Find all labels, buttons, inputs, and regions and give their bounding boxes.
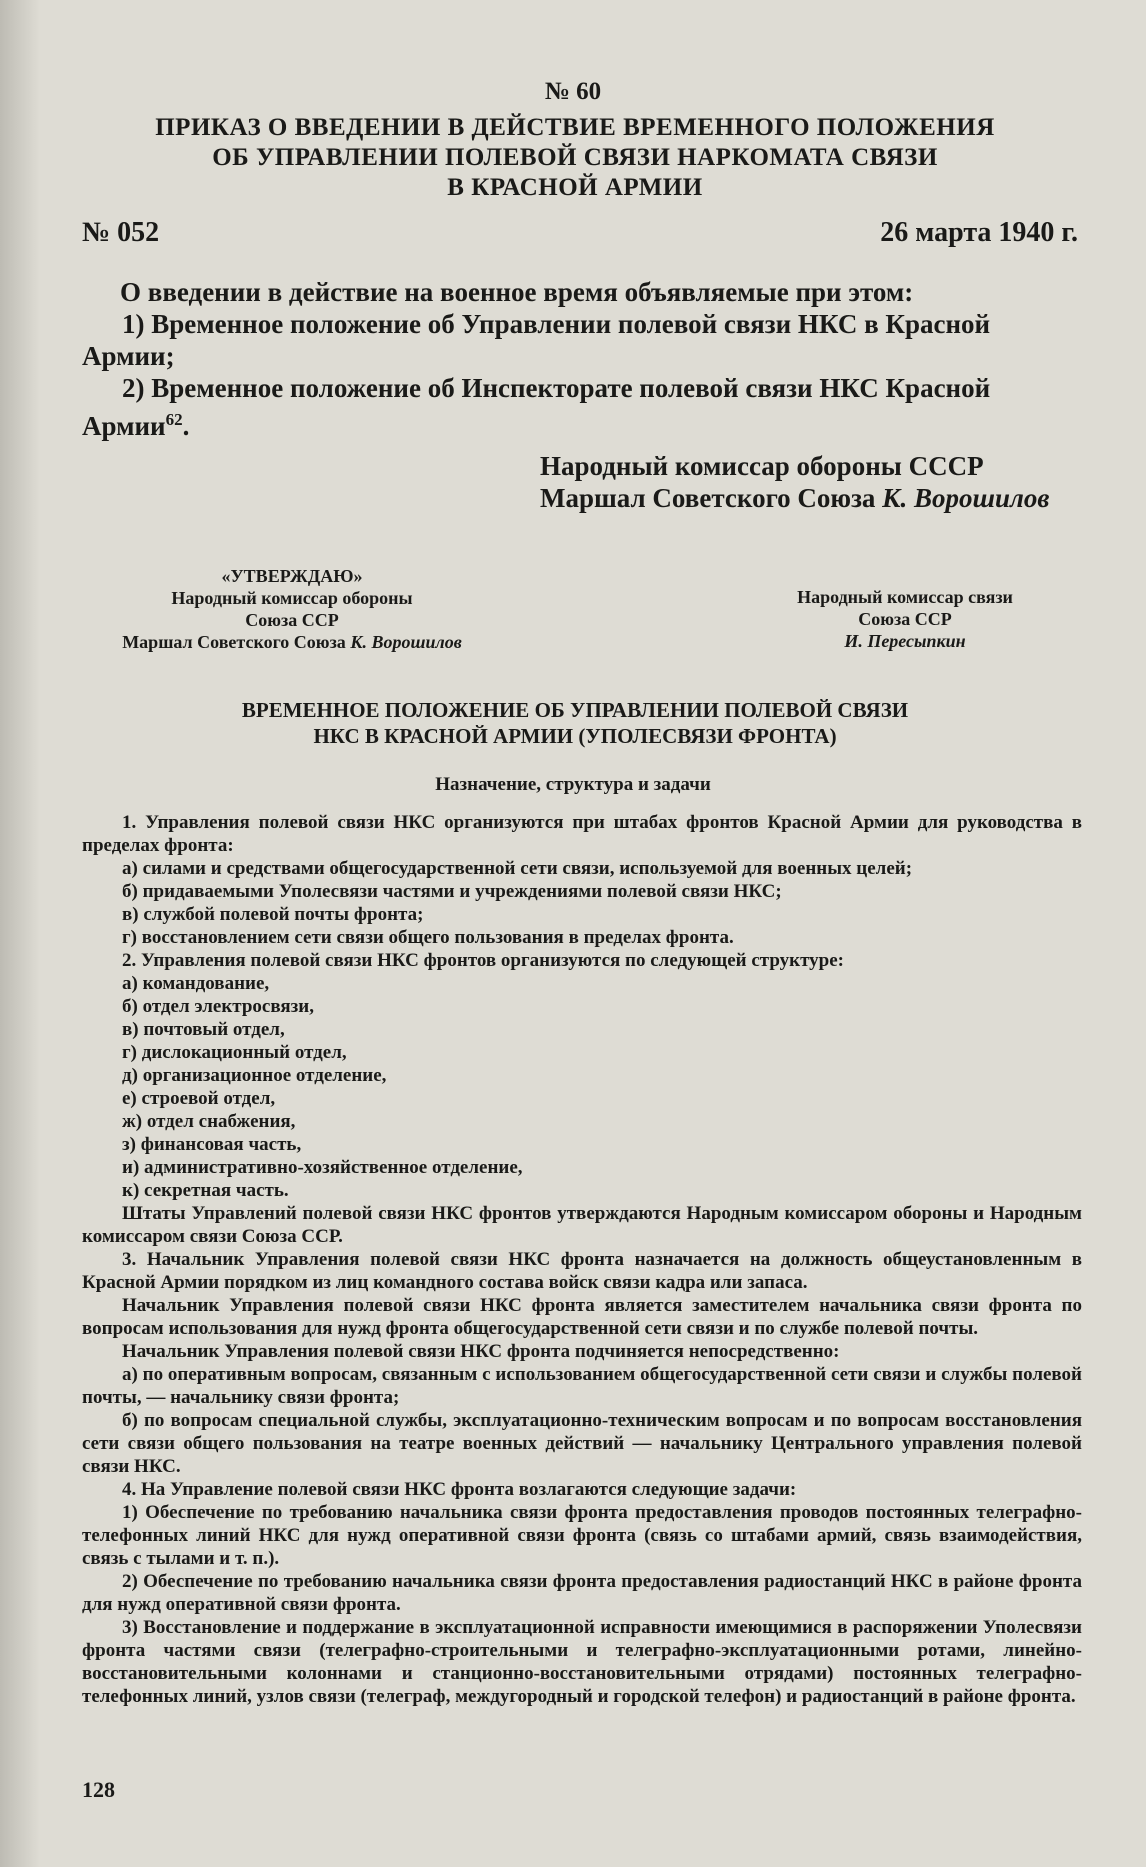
list-item: ж) отдел снабжения, xyxy=(122,1111,296,1132)
list-item: в) службой полевой почты фронта; xyxy=(122,904,424,925)
list-item: а) по оперативным вопросам, связанным с использованием общегосударственной сети связи и службы полевой почты, — начальнику связи фронта; xyxy=(82,1364,1082,1408)
order-title-line: ПРИКАЗ О ВВЕДЕНИИ В ДЕЙСТВИЕ ВРЕМЕННОГО ПОЛОЖЕНИЯ xyxy=(155,114,995,141)
list-item: 1) Обеспечение по требованию начальника связи фронта предоставления проводов постоянных телеграфно-телефонных линий НКС для нужд оперативной связи фронта (связь со штабами армий, связь взаимодействия, связь с тылами и т. п.). xyxy=(82,1502,1082,1569)
intro-item-2 xyxy=(82,372,1082,442)
approval-right-line2: Союза ССР xyxy=(858,609,952,629)
paragraph-1: 1. Управления полевой связи НКС организуются при штабах фронтов Красной Армии для руководства в пределах фронта: xyxy=(82,812,1082,856)
approval-left-line3 xyxy=(82,631,502,653)
signature-block xyxy=(540,450,1080,514)
list-item: д) организационное отделение, xyxy=(122,1065,387,1086)
list-item: б) отдел электросвязи, xyxy=(122,996,314,1017)
list-item: б) по вопросам специальной службы, эксплуатационно-техническим вопросам и по вопросам восстановления сети связи общего пользования на театре военных действий — начальнику Центрального управления полевой связи НКС. xyxy=(82,1410,1082,1477)
signer-name: К. Ворошилов xyxy=(882,483,1050,513)
regulation-title-line: НКС В КРАСНОЙ АРМИИ (УПОЛЕСВЯЗИ ФРОНТА) xyxy=(313,724,837,748)
intro-item-1-text: 1) Временное положение об Управлении полевой связи НКС в Красной xyxy=(122,309,991,339)
signer-title: Народный комиссар обороны СССР xyxy=(540,451,984,481)
order-title xyxy=(100,113,1050,203)
signer-rank-name xyxy=(540,482,1080,514)
intro-line: О введении в действие на военное время объявляемые при этом: xyxy=(120,277,914,307)
paragraph-2-note: Штаты Управлений полевой связи НКС фронтов утверждаются Народным комиссаром обороны и Народным комиссаром связи Союза ССР. xyxy=(82,1203,1082,1247)
list-item: г) дислокационный отдел, xyxy=(122,1042,347,1063)
order-date: 26 марта 1940 г. xyxy=(880,217,1078,248)
regulation-body xyxy=(82,811,1082,1708)
approval-left-name: К. Ворошилов xyxy=(350,632,462,652)
signer-rank: Маршал Советского Союза xyxy=(540,483,883,513)
list-item: а) командование, xyxy=(122,973,270,994)
list-item: к) секретная часть. xyxy=(122,1180,289,1201)
intro-item-1 xyxy=(82,308,1082,372)
intro-item-2-cont xyxy=(82,404,1082,442)
document-number: № 60 xyxy=(544,78,602,105)
footnote-marker: 62 xyxy=(165,410,183,429)
list-item: б) придаваемыми Уполесвязи частями и учреждениями полевой связи НКС; xyxy=(122,881,782,902)
page-number: 128 xyxy=(82,1777,115,1802)
list-item: г) восстановлением сети связи общего пользования в пределах фронта. xyxy=(122,927,734,948)
intro-item-2-word: Армии xyxy=(82,411,166,441)
paragraph-2: 2. Управления полевой связи НКС фронтов организуются по следующей структуре: xyxy=(122,950,844,971)
intro-item-2-period: . xyxy=(182,411,190,441)
list-item: 2) Обеспечение по требованию начальника связи фронта предоставления радиостанций НКС в районе фронта для нужд оперативной связи фронта. xyxy=(82,1571,1082,1615)
intro-item-1-cont: Армии; xyxy=(82,341,175,371)
regulation-title xyxy=(100,697,1050,749)
list-item: з) финансовая часть, xyxy=(122,1134,302,1155)
approval-left-line1: Народный комиссар обороны xyxy=(171,588,413,608)
order-title-line: ОБ УПРАВЛЕНИИ ПОЛЕВОЙ СВЯЗИ НАРКОМАТА СВЯЗИ xyxy=(212,144,938,171)
approval-label: «УТВЕРЖДАЮ» xyxy=(221,566,363,586)
approval-left xyxy=(82,565,502,653)
approval-right-line1: Народный комиссар связи xyxy=(797,587,1013,607)
section-heading: Назначение, структура и задачи xyxy=(435,774,711,795)
approval-right xyxy=(720,586,1090,652)
list-item: 3) Восстановление и поддержание в эксплуатационной исправности имеющимися в распоряжении Уполесвязи фронта частями связи (телеграфно-строительными и телеграфно-эксплуатационными ротами, линейно-восстановительными колоннами и станционно-восстановительными отрядами) постоянных телеграфно-телефонных линий, узлов связи (телеграф, междугородный и городской телефон) и радиостанций в районе фронта. xyxy=(82,1617,1082,1707)
paragraph-4: 4. На Управление полевой связи НКС фронта возлагаются следующие задачи: xyxy=(122,1479,797,1500)
paragraph-3b: Начальник Управления полевой связи НКС фронта является заместителем начальника связи фронта по вопросам использования для нужд фронта общегосударственной сети связи и по службе полевой почты. xyxy=(82,1295,1082,1339)
list-item: е) строевой отдел, xyxy=(122,1088,276,1109)
order-title-line: В КРАСНОЙ АРМИИ xyxy=(447,174,703,201)
regulation-title-line: ВРЕМЕННОЕ ПОЛОЖЕНИЕ ОБ УПРАВЛЕНИИ ПОЛЕВОЙ СВЯЗИ xyxy=(241,698,909,722)
paragraph-3: 3. Начальник Управления полевой связи НКС фронта назначается на должность общеустановленным в Красной Армии порядком из лиц командного состава войск связи кадра или запаса. xyxy=(82,1249,1082,1293)
approval-left-line2: Союза ССР xyxy=(245,610,339,630)
approval-left-rank: Маршал Советского Союза xyxy=(122,632,351,652)
paragraph-3c: Начальник Управления полевой связи НКС фронта подчиняется непосредственно: xyxy=(122,1341,840,1362)
approval-right-name: И. Пересыпкин xyxy=(844,631,966,651)
list-item: и) административно-хозяйственное отделение, xyxy=(122,1157,523,1178)
list-item: в) почтовый отдел, xyxy=(122,1019,285,1040)
intro-item-2-text: 2) Временное положение об Инспекторате полевой связи НКС Красной xyxy=(122,373,991,403)
list-item: а) силами и средствами общегосударственной сети связи, используемой для военных целей; xyxy=(122,858,913,879)
order-number: № 052 xyxy=(82,217,160,248)
